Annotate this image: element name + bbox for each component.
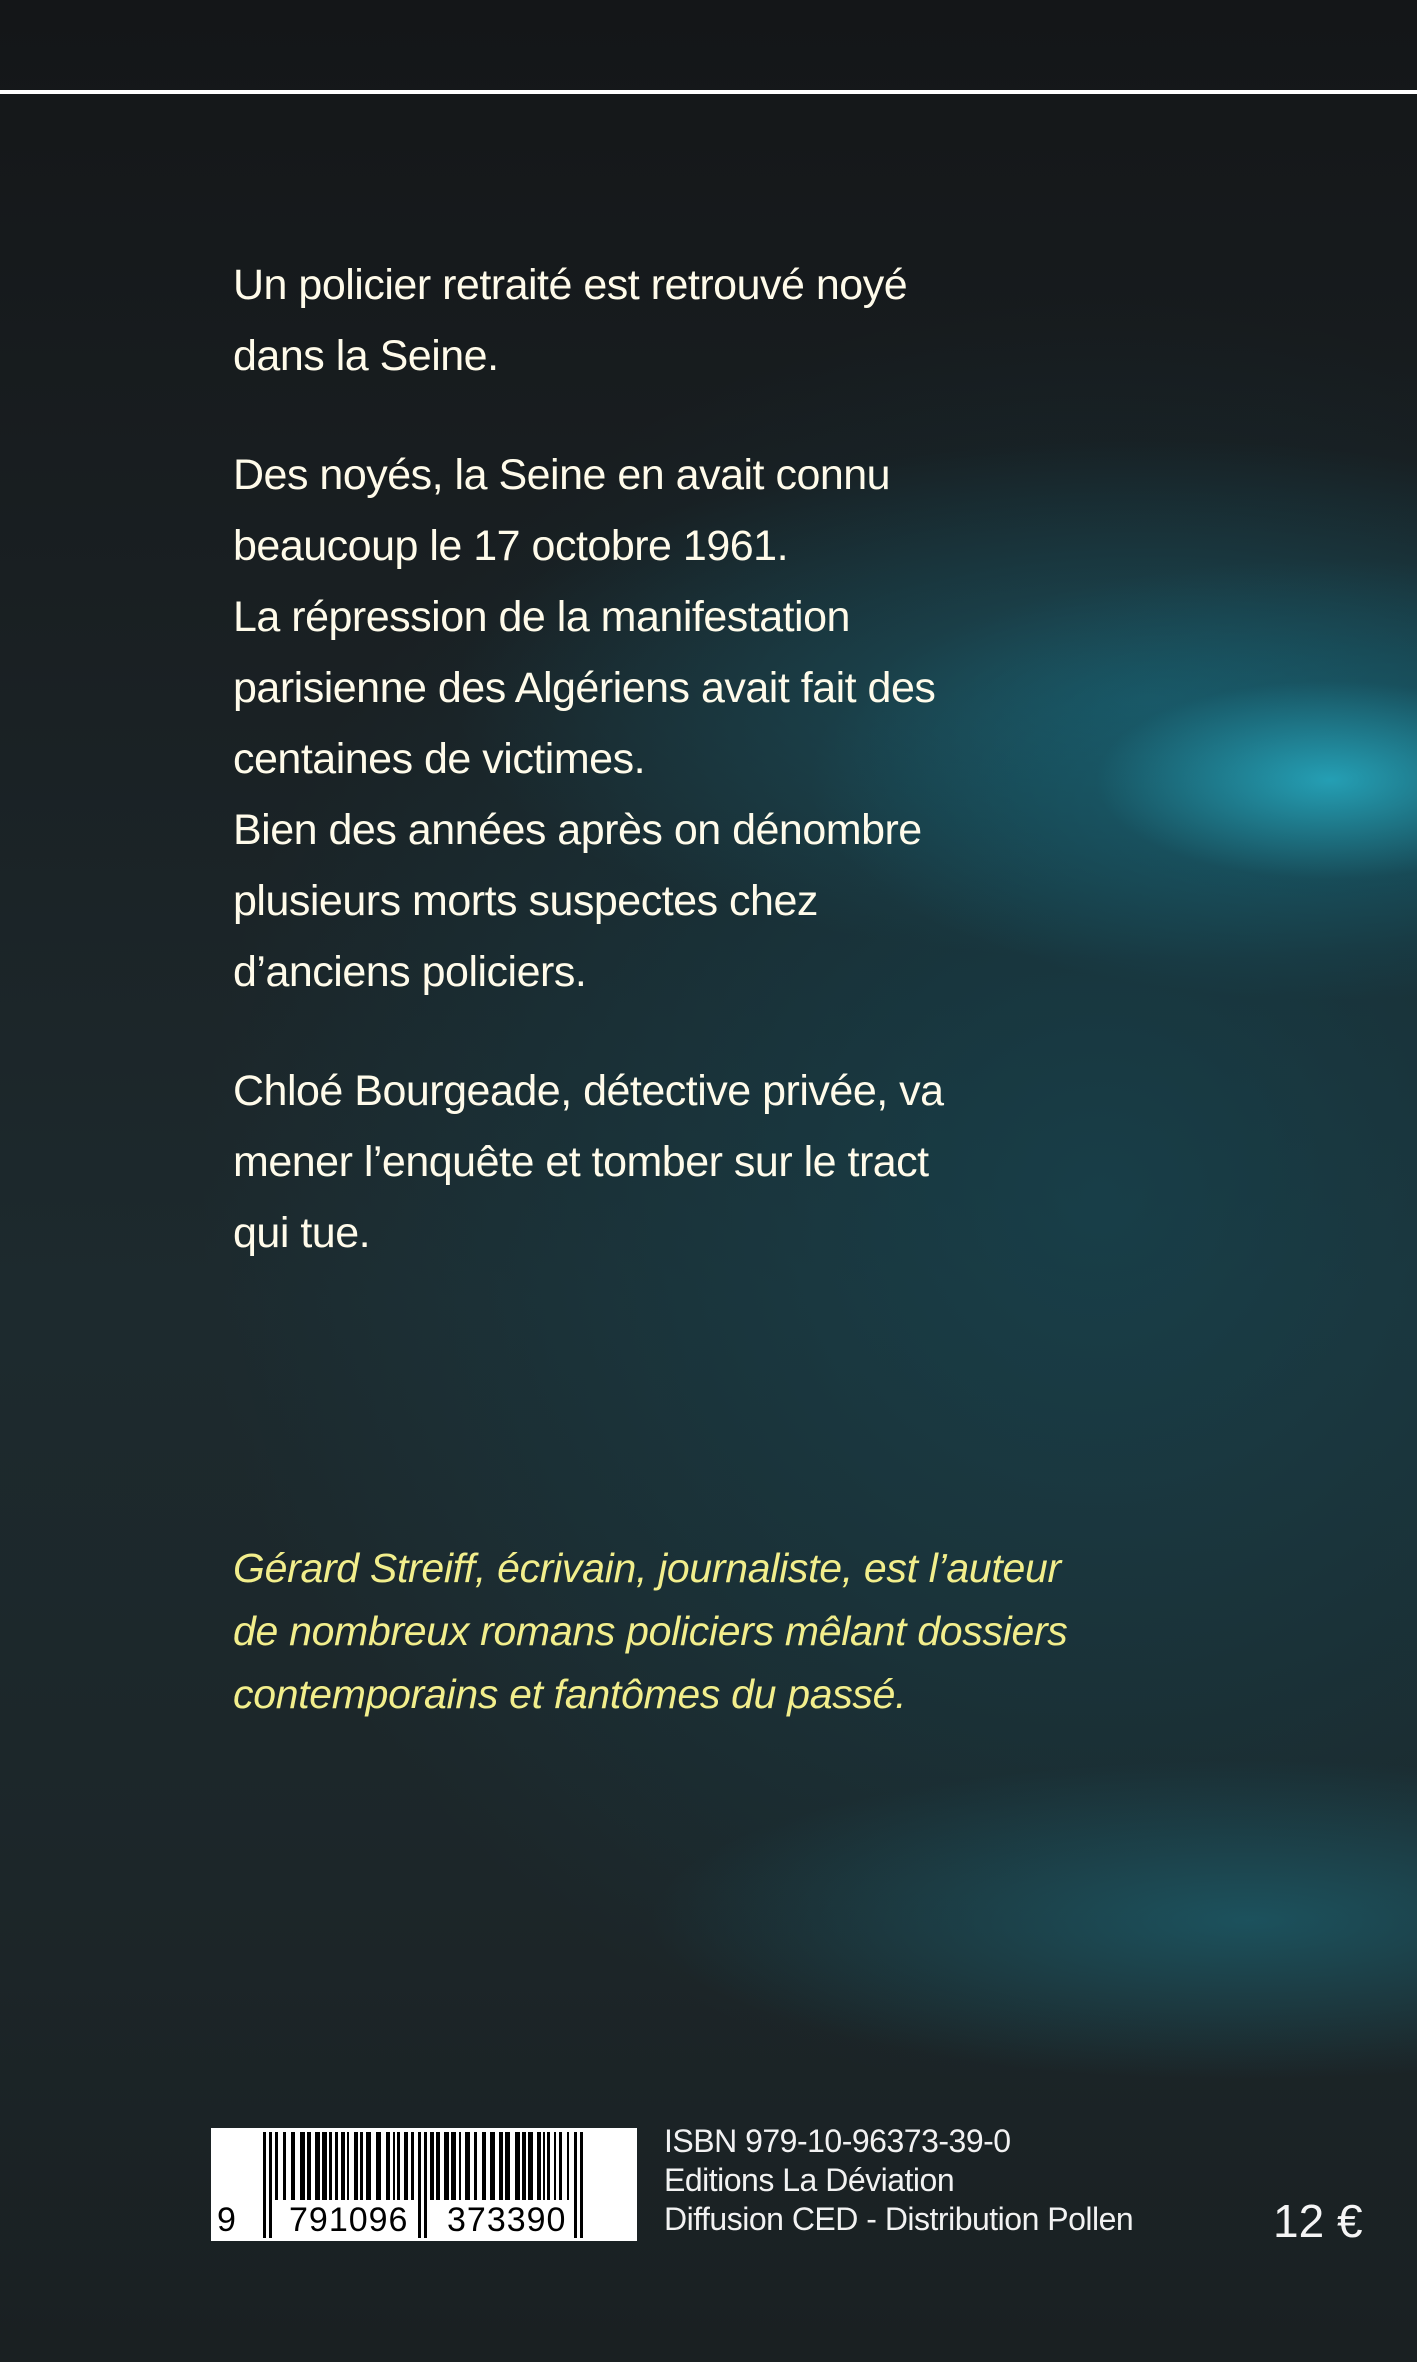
barcode-bar	[515, 2132, 520, 2200]
barcode-bar	[436, 2132, 440, 2200]
barcode-bar	[329, 2132, 332, 2200]
blurb-line: centaines de victimes.	[233, 735, 646, 783]
barcode-bar	[522, 2132, 526, 2200]
barcode-bar	[397, 2132, 400, 2200]
barcode-bar	[554, 2132, 556, 2200]
barcode-bar	[386, 2132, 390, 2200]
blurb-line: dans la Seine.	[233, 332, 499, 380]
barcode-bars	[211, 2128, 637, 2241]
back-cover-blurb	[233, 250, 1133, 1317]
blurb-line: plusieurs morts suspectes chez	[233, 877, 818, 925]
barcode-bar	[459, 2132, 461, 2200]
blurb-paragraph-1	[233, 250, 1133, 392]
barcode-bar	[263, 2132, 266, 2238]
blurb-line: mener l’enquête et tomber sur le tract	[233, 1138, 929, 1186]
barcode-bar	[307, 2132, 311, 2200]
barcode-bar	[505, 2132, 510, 2200]
barcode-bar	[424, 2132, 427, 2238]
bio-line: de nombreux romans policiers mêlant dossiers	[233, 1608, 1068, 1654]
distribution: Diffusion CED - Distribution Pollen	[664, 2201, 1134, 2237]
barcode-bar	[418, 2132, 421, 2238]
blurb-line: beaucoup le 17 octobre 1961.	[233, 522, 789, 570]
barcode-bar	[376, 2132, 381, 2200]
isbn-barcode	[211, 2128, 637, 2241]
barcode-bar	[580, 2132, 583, 2238]
publication-info	[664, 2122, 1133, 2239]
barcode-bar	[300, 2132, 305, 2200]
barcode-bar	[411, 2132, 414, 2200]
author-bio	[233, 1537, 1233, 1726]
barcode-bar	[451, 2132, 456, 2200]
blurb-line: La répression de la manifestation	[233, 593, 850, 641]
barcode-left-digits: 791096	[289, 2201, 409, 2239]
blurb-paragraph-3	[233, 1056, 1133, 1269]
price: 12 €	[1273, 2195, 1363, 2247]
barcode-bar	[444, 2132, 449, 2200]
barcode-bar	[430, 2132, 434, 2200]
top-rule	[0, 90, 1417, 94]
barcode-bar	[341, 2132, 345, 2200]
barcode-bar	[283, 2132, 286, 2200]
barcode-bar	[543, 2132, 545, 2200]
barcode-bar	[499, 2132, 503, 2200]
blurb-line: Bien des années après on dénombre	[233, 806, 922, 854]
barcode-bar	[465, 2132, 470, 2200]
blurb-line: qui tue.	[233, 1209, 371, 1257]
barcode-bar	[559, 2132, 562, 2200]
barcode-bar	[404, 2132, 408, 2200]
barcode-bar	[291, 2132, 295, 2200]
barcode-right-digits: 373390	[447, 2201, 567, 2239]
barcode-bar	[547, 2132, 550, 2200]
barcode-bar	[567, 2132, 569, 2200]
blurb-line: Des noyés, la Seine en avait connu	[233, 451, 891, 499]
blurb-line: Un policier retraité est retrouvé noyé	[233, 261, 908, 309]
barcode-bar	[528, 2132, 533, 2200]
blurb-line: Chloé Bourgeade, détective privée, va	[233, 1067, 944, 1115]
barcode-bar	[335, 2132, 338, 2200]
barcode-bar	[393, 2132, 395, 2200]
barcode-bar	[474, 2132, 477, 2200]
barcode-bar	[269, 2132, 272, 2238]
barcode-bar	[315, 2132, 320, 2200]
barcode-bar	[537, 2132, 541, 2200]
barcode-bar	[366, 2132, 371, 2200]
barcode-bar	[275, 2132, 278, 2200]
publisher: Editions La Déviation	[664, 2162, 955, 2198]
barcode-bar	[354, 2132, 358, 2200]
bio-line: Gérard Streiff, écrivain, journaliste, est l’auteur	[233, 1545, 1061, 1591]
barcode-bar	[347, 2132, 349, 2200]
barcode-first-digit: 9	[217, 2201, 236, 2239]
barcode-bar	[482, 2132, 486, 2200]
blurb-paragraph-2	[233, 440, 1133, 1008]
barcode-bar	[574, 2132, 577, 2238]
bio-line: contemporains et fantômes du passé.	[233, 1671, 907, 1717]
barcode-bar	[360, 2132, 363, 2200]
isbn: ISBN 979-10-96373-39-0	[664, 2123, 1011, 2159]
blurb-line: parisienne des Algériens avait fait des	[233, 664, 936, 712]
barcode-bar	[490, 2132, 495, 2200]
blurb-line: d’anciens policiers.	[233, 948, 587, 996]
barcode-bar	[322, 2132, 327, 2200]
